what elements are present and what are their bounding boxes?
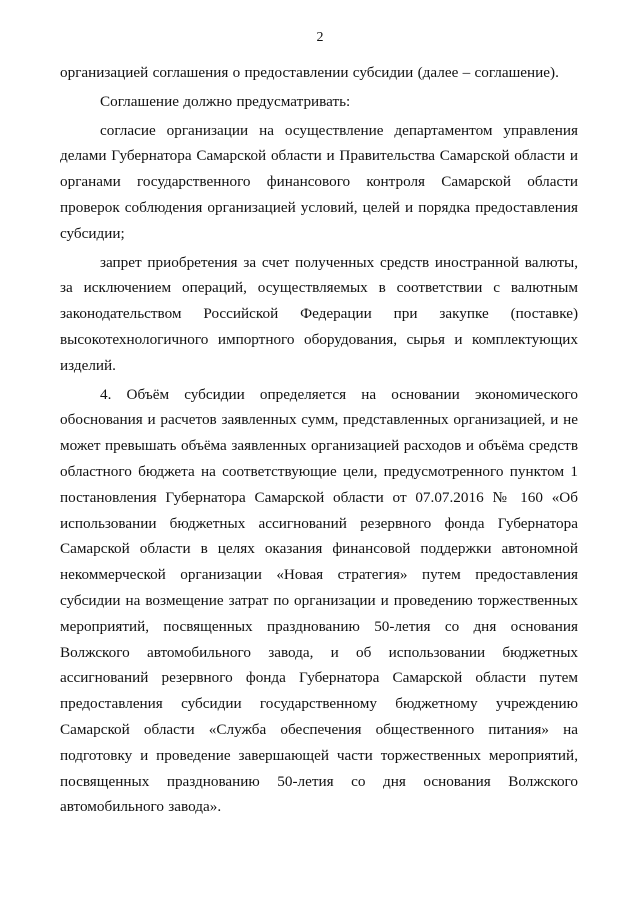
paragraph-item-4-subsidy-volume: 4. Объём субсидии определяется на основании экономического обоснования и расчетов заявленных сумм, представленных организацией, и не может превышать объёма заявленных организацией расходов и объёма средств областного бюджета на соответствующие цели, предусмотренного пунктом 1 постановления Губернатора Самарской области от 07.07.2016 № 160 «Об использовании бюджетных ассигнований резервного фонда Губернатора Самарской области в целях оказания финансовой поддержки автономной некоммерческой организации «Новая стратегия» путем предоставления субсидии на возмещение затрат по организации и проведению торжественных мероприятий, посвященных празднованию 50-летия со дня основания Волжского автомобильного завода, и об использовании бюджетных ассигнований резервного фонда Губернатора Самарской области путем предоставления субсидии государственному бюджетному учреждению Самарской области «Служба обеспечения общественного питания» на подготовку и проведение завершающей части торжественных мероприятий, посвященных празднованию 50-летия со дня основания Волжского автомобильного завода». <box>60 385 578 816</box>
paragraph-agreement-intro: Соглашение должно предусматривать: <box>100 92 351 110</box>
paragraph-consent-clause: согласие организации на осуществление департаментом управления делами Губернатора Самарской области и Правительства Самарской области и органами государственного финансового контроля Самарской области проверок соблюдения организацией условий, целей и порядка предоставления субсидии; <box>60 121 578 242</box>
page-number: 2 <box>316 30 324 45</box>
paragraph-continuation: организацией соглашения о предоставлении субсидии (далее – соглашение). <box>60 64 559 81</box>
paragraph-currency-ban-clause: запрет приобретения за счет полученных средств иностранной валюты, за исключением операций, осуществляемых в соответствии с валютным законодательством Российской Федерации при закупке (поставке) высокотехнологичного импортного оборудования, сырья и комплектующих изделий. <box>60 253 578 374</box>
document-body <box>60 60 578 820</box>
